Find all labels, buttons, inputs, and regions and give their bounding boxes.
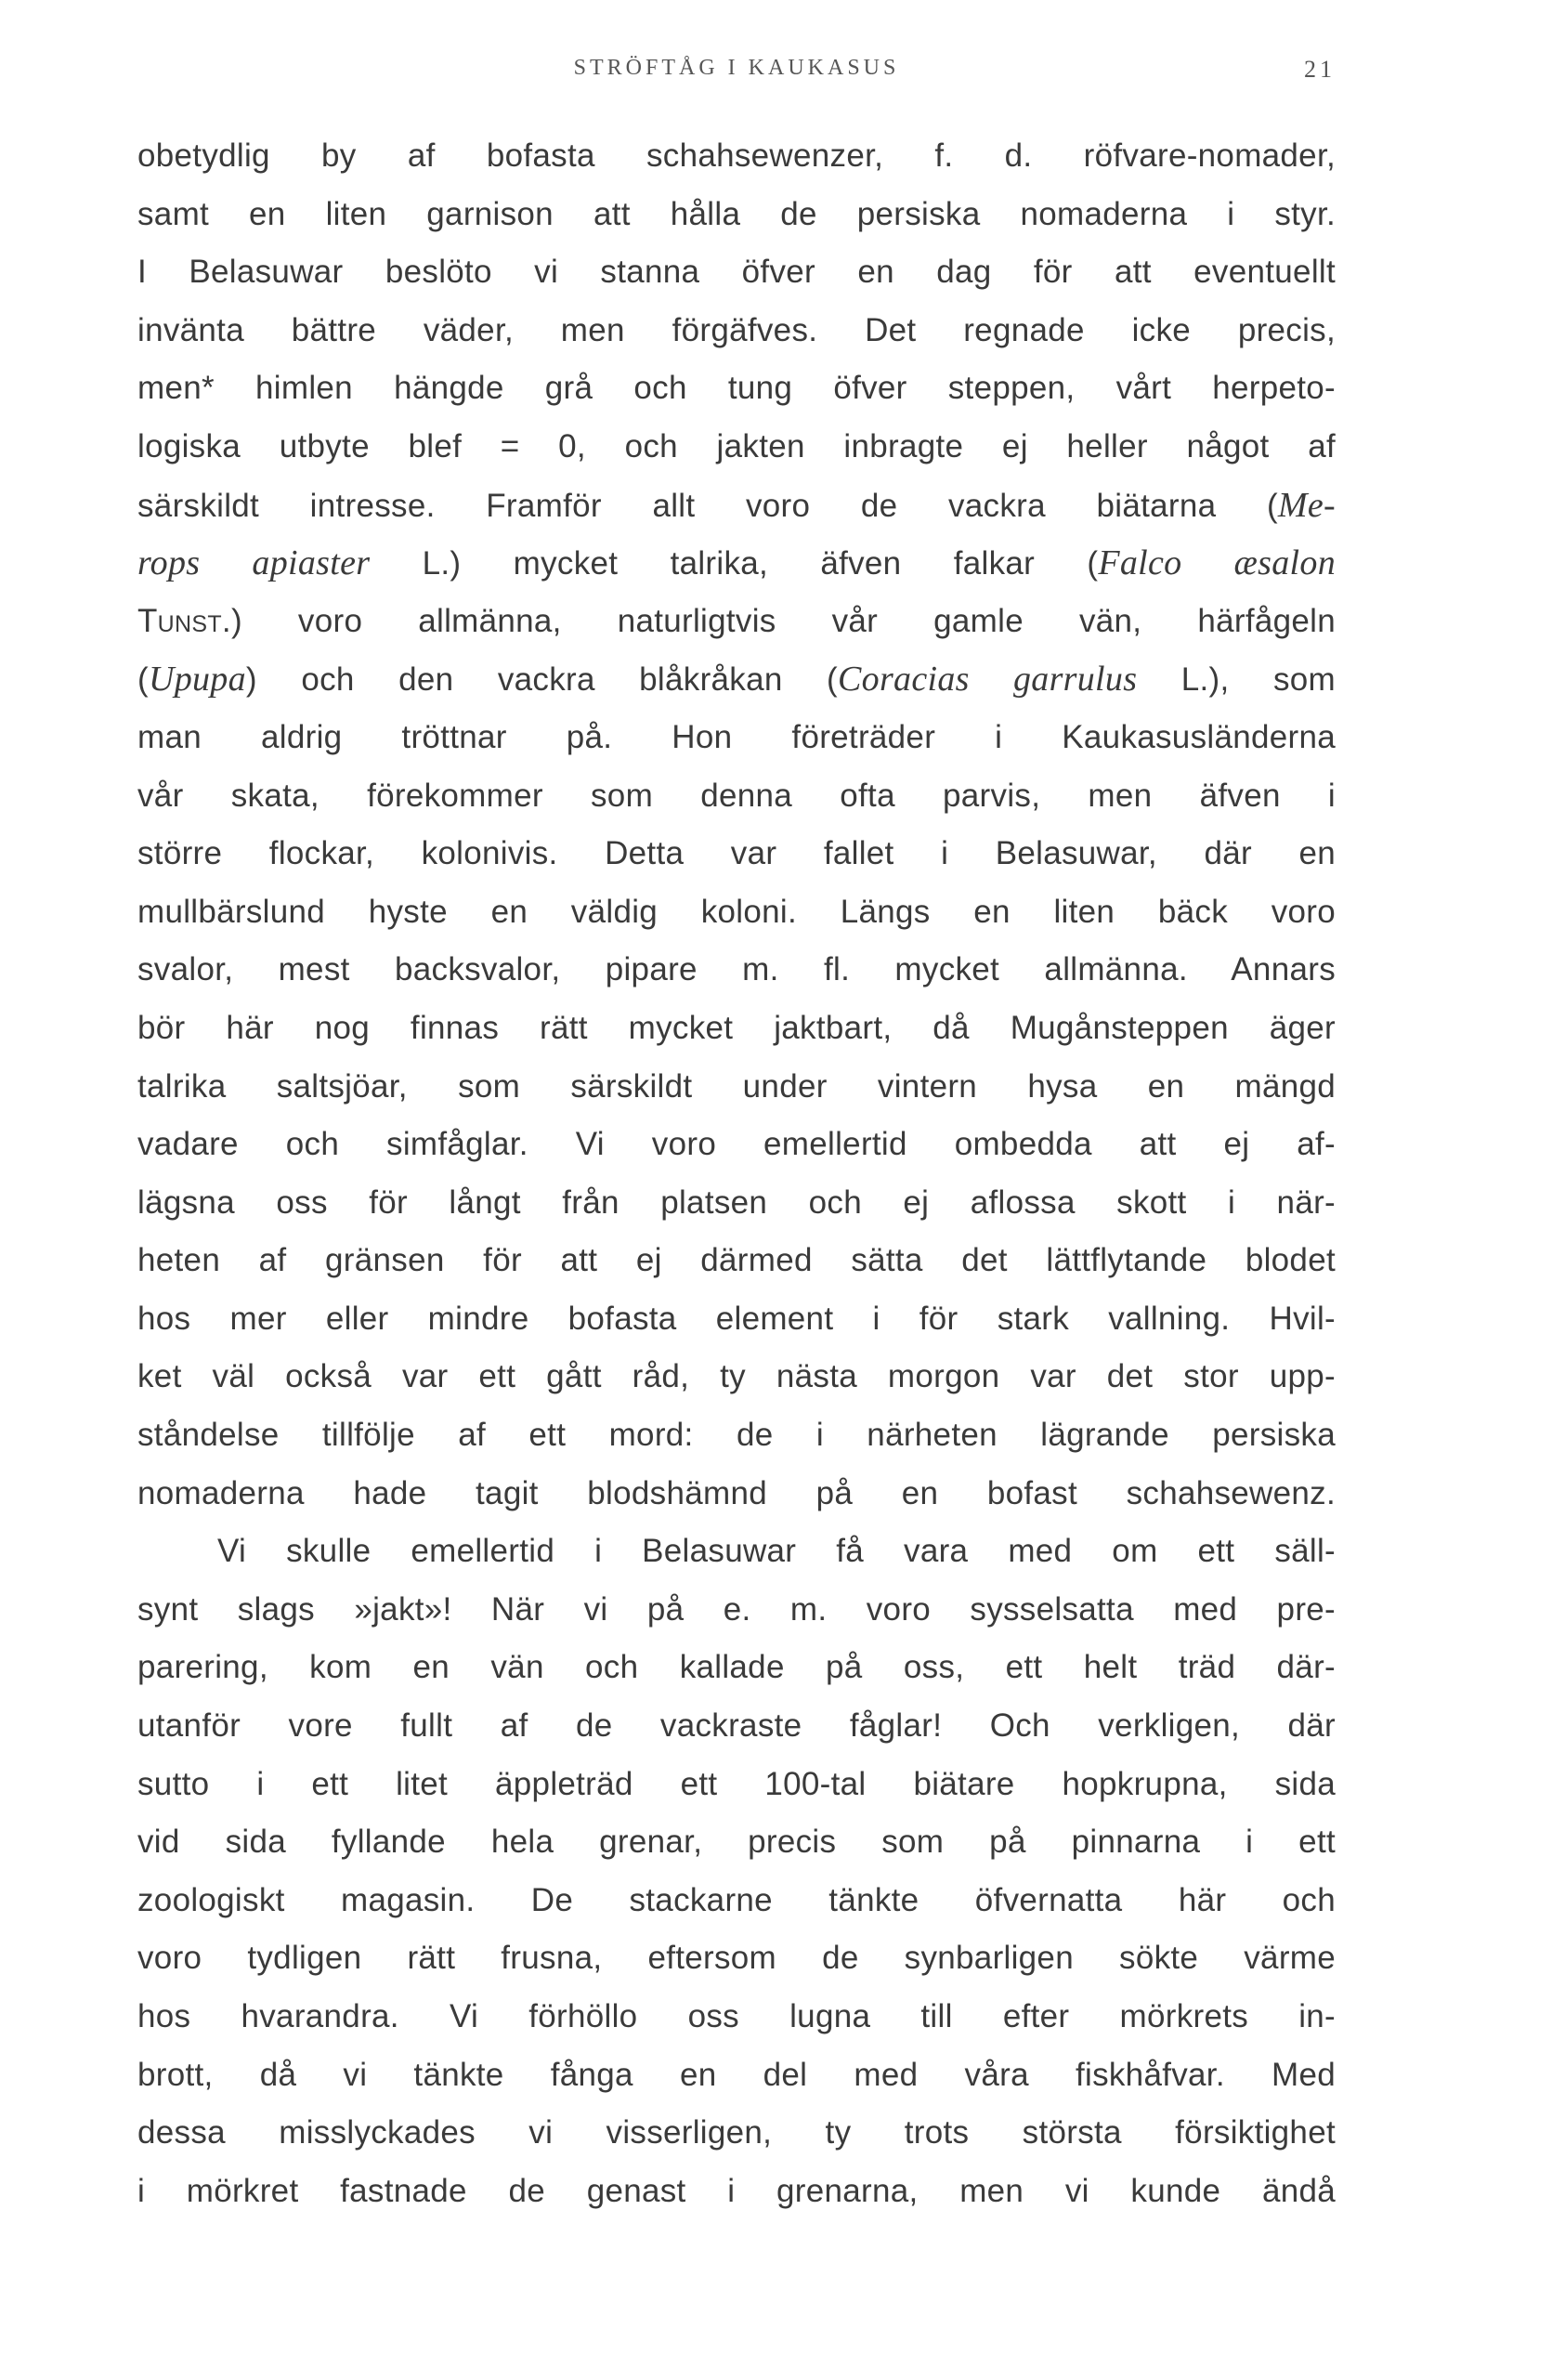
text-line	[137, 186, 1336, 244]
text-segment: parering, kom en vän och kallade på oss, ett helt träd där-	[137, 1649, 1336, 1686]
text-line	[137, 302, 1336, 360]
text-segment: brott, då vi tänkte fånga en del med våra fiskhåfvar. Med	[137, 2056, 1336, 2093]
italic-segment: Me-	[1277, 485, 1336, 525]
italic-segment: Upupa	[148, 660, 246, 700]
text-segment: men* himlen hängde grå och tung öfver steppen, vårt herpeto-	[137, 370, 1336, 407]
text-segment: samt en liten garnison att hålla de persiska nomaderna i styr.	[137, 195, 1336, 232]
text-line	[137, 534, 1336, 593]
text-segment: ståndelse tillfölje af ett mord: de i närheten lägrande persiska	[137, 1417, 1336, 1454]
text-segment: ) voro allmänna, naturligtvis vår gamle vän, härfågeln	[230, 602, 1336, 639]
text-line	[137, 1116, 1336, 1174]
text-segment: utanför vore fullt af de vackraste fåglar! Och verkligen, där	[137, 1707, 1336, 1745]
text-line	[137, 1058, 1336, 1117]
text-line	[137, 1174, 1336, 1233]
text-line	[137, 650, 1336, 709]
text-segment: större flockar, kolonivis. Detta var fallet i Belasuwar, där en	[137, 835, 1336, 872]
text-line	[137, 1988, 1336, 2047]
text-line	[137, 1406, 1336, 1465]
text-segment: nomaderna hade tagit blodshämnd på en bofast schahsewenz.	[137, 1474, 1336, 1511]
text-line	[137, 883, 1336, 942]
text-line	[137, 1348, 1336, 1406]
text-segment: zoologiskt magasin. De stackarne tänkte öfvernatta här och	[137, 1881, 1336, 1918]
text-segment: (	[137, 661, 149, 699]
text-segment: särskildt intresse. Framför allt voro de vackra biätarna (	[137, 487, 1278, 524]
text-line	[137, 1000, 1336, 1058]
text-segment: heten af gränsen för att ej därmed sätta det lättflytande blodet	[137, 1242, 1336, 1279]
text-line	[137, 477, 1336, 535]
text-segment: vadare och simfåglar. Vi voro emellertid ombedda att ej af-	[137, 1126, 1336, 1163]
text-line	[137, 1697, 1336, 1756]
text-segment: L.) mycket talrika, äfven falkar (	[370, 545, 1099, 582]
text-segment: Vi skulle emellertid i Belasuwar få vara med om ett säll-	[217, 1533, 1336, 1570]
text-line	[137, 2104, 1336, 2163]
text-segment: hos hvarandra. Vi förhöllo oss lugna till efter mörkrets in-	[137, 1998, 1336, 2034]
italic-segment: rops apiaster	[137, 543, 371, 583]
text-line	[137, 767, 1336, 826]
text-segment: invänta bättre väder, men förgäfves. Det regnade icke precis,	[137, 311, 1336, 348]
page-number: 21	[1304, 56, 1336, 83]
text-segment: L.), som	[1137, 661, 1336, 699]
text-segment: voro tydligen rätt frusna, eftersom de synbarligen sökte värme	[137, 1940, 1336, 1977]
text-segment: bör här nog finnas rätt mycket jaktbart, då Mugånsteppen äger	[137, 1009, 1336, 1046]
body-text	[137, 127, 1336, 2220]
text-segment: logiska utbyte blef = 0, och jakten inbragte ej heller något af	[137, 427, 1336, 464]
text-line	[137, 360, 1336, 418]
italic-segment: Falco æsalon	[1098, 543, 1336, 583]
text-line	[137, 1523, 1336, 1581]
text-line	[137, 1639, 1336, 1697]
text-line	[137, 941, 1336, 1000]
text-line	[137, 418, 1336, 477]
text-line	[137, 1465, 1336, 1523]
text-line	[137, 709, 1336, 767]
text-segment: sutto i ett litet äppleträd ett 100-tal biätare hopkrupna, sida	[137, 1765, 1336, 1802]
text-segment: vår skata, förekommer som denna ofta parvis, men äfven i	[137, 777, 1336, 814]
text-line	[137, 2047, 1336, 2105]
text-line	[137, 1290, 1336, 1349]
text-line	[137, 1872, 1336, 1930]
text-line	[137, 1813, 1336, 1872]
text-line	[137, 1232, 1336, 1290]
text-line	[137, 825, 1336, 883]
text-line	[137, 1756, 1336, 1814]
text-segment: man aldrig tröttnar på. Hon företräder i Kaukasusländerna	[137, 718, 1336, 755]
text-segment: talrika saltsjöar, som särskildt under vintern hysa en mängd	[137, 1067, 1336, 1105]
text-line	[137, 593, 1336, 651]
running-head	[137, 56, 1336, 93]
text-segment: lägsna oss för långt från platsen och ej aflossa skott i när-	[137, 1183, 1336, 1221]
text-segment: ) och den vackra blåkråkan (	[245, 661, 839, 699]
text-line	[137, 2163, 1336, 2221]
italic-segment: Coracias garrulus	[838, 660, 1138, 700]
text-segment: hos mer eller mindre bofasta element i för stark vallning. Hvil-	[137, 1300, 1336, 1337]
text-segment: synt slags »jakt»! När vi på e. m. voro sysselsatta med pre-	[137, 1590, 1336, 1628]
text-segment: obetydlig by af bofasta schahsewenzer, f. d. röfvare-nomader,	[137, 137, 1336, 174]
text-segment: I Belasuwar beslöto vi stanna öfver en dag för att eventuellt	[137, 254, 1336, 291]
text-line	[137, 243, 1336, 302]
text-segment: vid sida fyllande hela grenar, precis som på pinnarna i ett	[137, 1824, 1336, 1861]
text-segment: mullbärslund hyste en väldig koloni. Längs en liten bäck voro	[137, 893, 1336, 930]
small-caps-segment: Tunst.	[137, 602, 231, 639]
text-segment: ket väl också var ett gått råd, ty nästa morgon var det stor upp-	[137, 1358, 1336, 1395]
text-line	[137, 1581, 1336, 1640]
text-segment: svalor, mest backsvalor, pipare m. fl. mycket allmänna. Annars	[137, 951, 1336, 988]
text-line	[137, 127, 1336, 186]
text-line	[137, 1929, 1336, 1988]
text-segment: dessa misslyckades vi visserligen, ty trots största försiktighet	[137, 2114, 1336, 2151]
text-segment: i mörkret fastnade de genast i grenarna, men vi kunde ändå	[137, 2172, 1336, 2209]
running-title: STRÖFTÅG I KAUKASUS	[573, 56, 900, 80]
